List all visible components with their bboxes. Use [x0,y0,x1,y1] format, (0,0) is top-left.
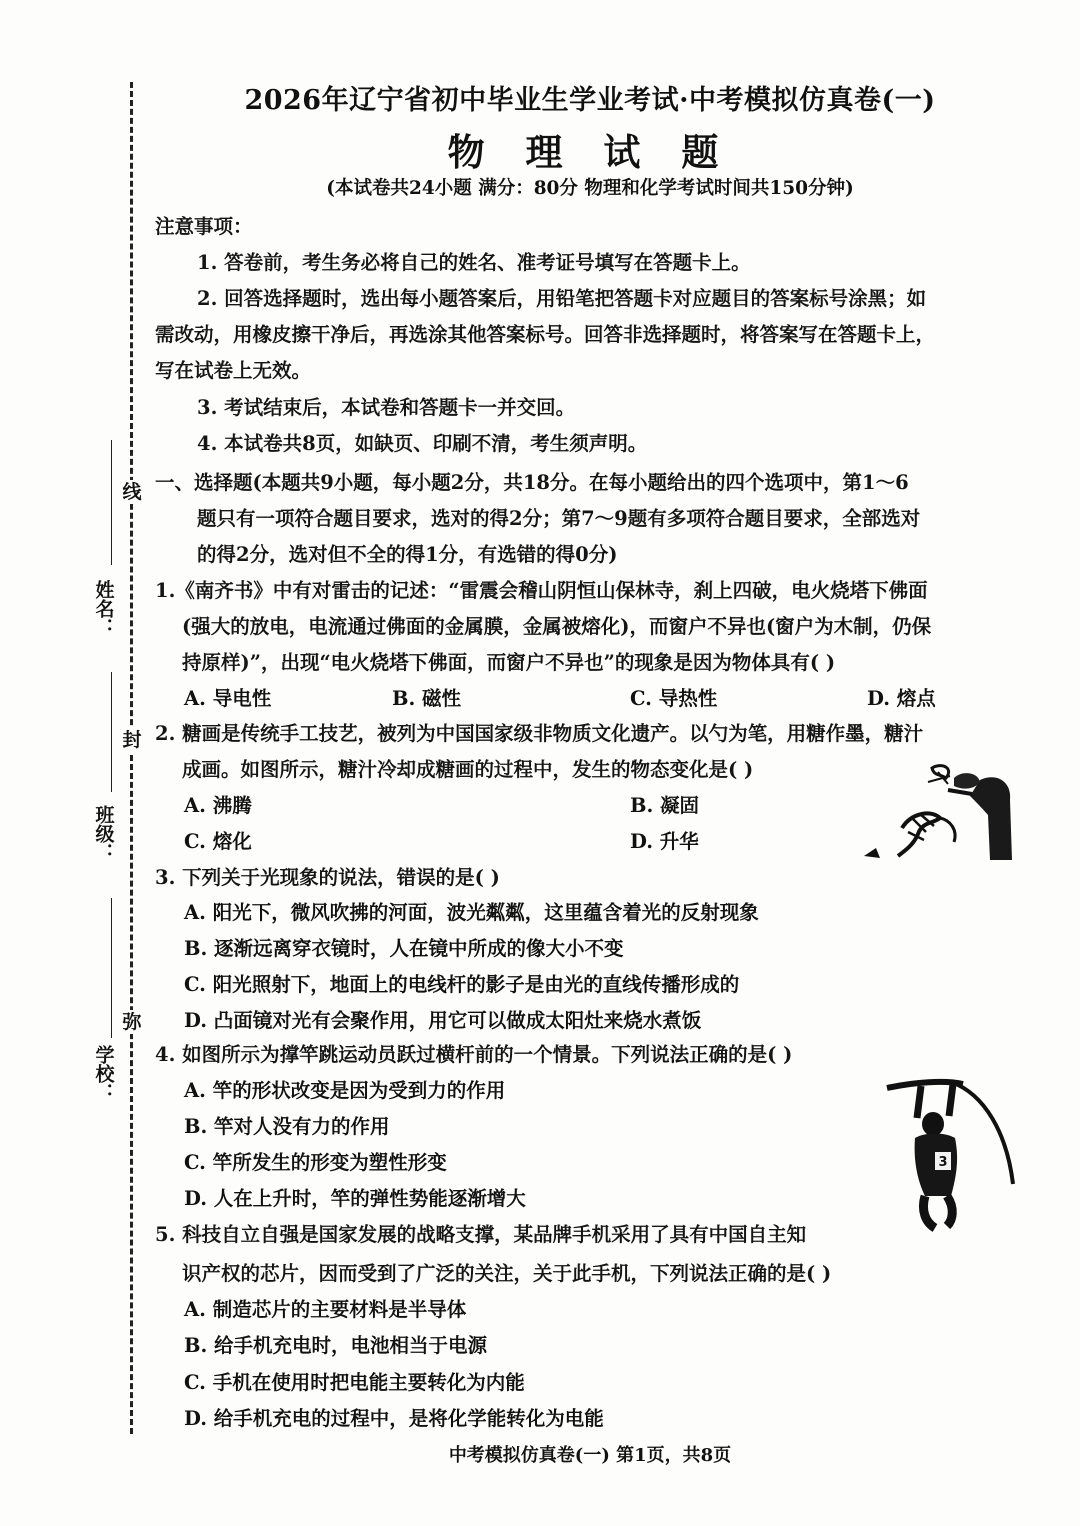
q2-option-d: D. 升华 [630,830,699,853]
q3-option-d: D. 凸面镜对光有会聚作用，用它可以做成太阳灶来烧水煮饭 [184,1009,702,1032]
name-write-line [111,440,112,565]
class-write-line [111,672,112,792]
notice-item-2-line-2: 需改动，用橡皮擦干净后，再选涂其他答案标号。回答非选择题时，将答案写在答题卡上， [155,323,936,346]
notice-item-3: 3. 考试结束后，本试卷和答题卡一并交回。 [197,396,576,419]
q1-option-a: A. 导电性 [184,687,272,710]
q5-option-a: A. 制造芯片的主要材料是半导体 [184,1298,467,1321]
seal-mark-feng: 封 [120,728,144,752]
exam-title: 2026年辽宁省初中毕业生学业考试·中考模拟仿真卷(一) [244,85,936,116]
subject-title: 物 理 试 题 [447,130,733,174]
class-label-text: 班级： [92,805,115,862]
notice-title: 注意事项： [155,215,253,238]
q2-line-1: 2. 糖画是传统手工技艺，被列为中国国家级非物质文化遗产。以勺为笔，用糖作墨，糖汁 [155,722,924,745]
q2-option-c: C. 熔化 [184,830,252,853]
q4-line-1: 4. 如图所示为撑竿跳运动员跃过横杆前的一个情景。下列说法正确的是( ) [155,1043,793,1066]
q4-option-d: D. 人在上升时，竿的弹性势能逐渐增大 [184,1187,526,1210]
school-label-text: 学校： [92,1045,115,1102]
q5-option-c: C. 手机在使用时把电能主要转化为内能 [184,1371,525,1394]
seal-mark-xian: 线 [120,480,144,504]
q1-option-d: D. 熔点 [867,687,936,710]
q5-option-b: B. 给手机充电时，电池相当于电源 [184,1334,488,1357]
q4-option-c: C. 竿所发生的形变为塑性形变 [184,1151,447,1174]
notice-item-1: 1. 答卷前，考生务必将自己的姓名、准考证号填写在答题卡上。 [197,251,751,274]
page-footer: 中考模拟仿真卷(一) 第1页，共8页 [448,1445,732,1466]
q1-line-2: (强大的放电，电流通过佛面的金属膜，金属被熔化)，而窗户不异也(窗户为木制，仍保 [182,615,932,638]
bib-number: 3 [938,1155,948,1170]
sugar-painting-illustration [862,760,1022,860]
q3-option-a: A. 阳光下，微风吹拂的河面，波光粼粼，这里蕴含着光的反射现象 [184,901,759,924]
binding-dashed-line [130,82,133,1434]
q5-option-d: D. 给手机充电的过程中，是将化学能转化为电能 [184,1407,604,1430]
q1-option-c: C. 导热性 [630,687,718,710]
q3-option-c: C. 阳光照射下，地面上的电线杆的影子是由光的直线传播形成的 [184,973,740,996]
q1-line-1: 1.《南齐书》中有对雷击的记述：“雷震会稽山阴恒山保林寺，刹上四破，电火烧塔下佛面 [155,579,928,602]
pole-vaulter-illustration [885,1074,1025,1234]
q1-option-b: B. 磁性 [392,687,462,710]
exam-info: (本试卷共24小题 满分：80分 物理和化学考试时间共150分钟) [326,178,854,199]
class-label [90,805,116,868]
q3-option-b: B. 逐渐远离穿衣镜时，人在镜中所成的像大小不变 [184,937,624,960]
q5-line-2: 识产权的芯片，因而受到了广泛的关注，关于此手机，下列说法正确的是( ) [182,1262,832,1285]
q5-line-1: 5. 科技自立自强是国家发展的战略支撑，某品牌手机采用了具有中国自主知 [155,1223,807,1246]
q2-option-a: A. 沸腾 [184,794,252,817]
section-1-line-1: 一、选择题(本题共9小题，每小题2分，共18分。在每小题给出的四个选项中，第1～6 [155,471,909,494]
name-label-text: 姓名： [92,580,115,637]
q1-line-3: 持原样)”，出现“电火烧塔下佛面，而窗户不异也”的现象是因为物体具有( ) [182,651,836,674]
school-write-line [111,898,112,1038]
school-label [90,1045,116,1108]
section-1-line-2: 题只有一项符合题目要求，选对的得2分；第7～9题有多项符合题目要求，全部选对 [197,507,921,530]
q2-option-b: B. 凝固 [630,794,700,817]
name-label [90,580,116,643]
section-1-line-3: 的得2分，选对但不全的得1分，有选错的得0分) [197,543,618,566]
q4-option-b: B. 竿对人没有力的作用 [184,1115,390,1138]
notice-item-4: 4. 本试卷共8页，如缺页、印刷不清，考生须声明。 [197,432,648,455]
q4-option-a: A. 竿的形状改变是因为受到力的作用 [184,1079,506,1102]
notice-item-2-line-1: 2. 回答选择题时，选出每小题答案后，用铅笔把答题卡对应题目的答案标号涂黑；如 [197,287,927,310]
q2-line-2: 成画。如图所示，糖汁冷却成糖画的过程中，发生的物态变化是( ) [182,758,754,781]
seal-mark-mi: 弥 [120,1010,144,1034]
notice-item-2-line-3: 写在试卷上无效。 [155,359,312,382]
q3-line-1: 3. 下列关于光现象的说法，错误的是( ) [155,866,500,889]
